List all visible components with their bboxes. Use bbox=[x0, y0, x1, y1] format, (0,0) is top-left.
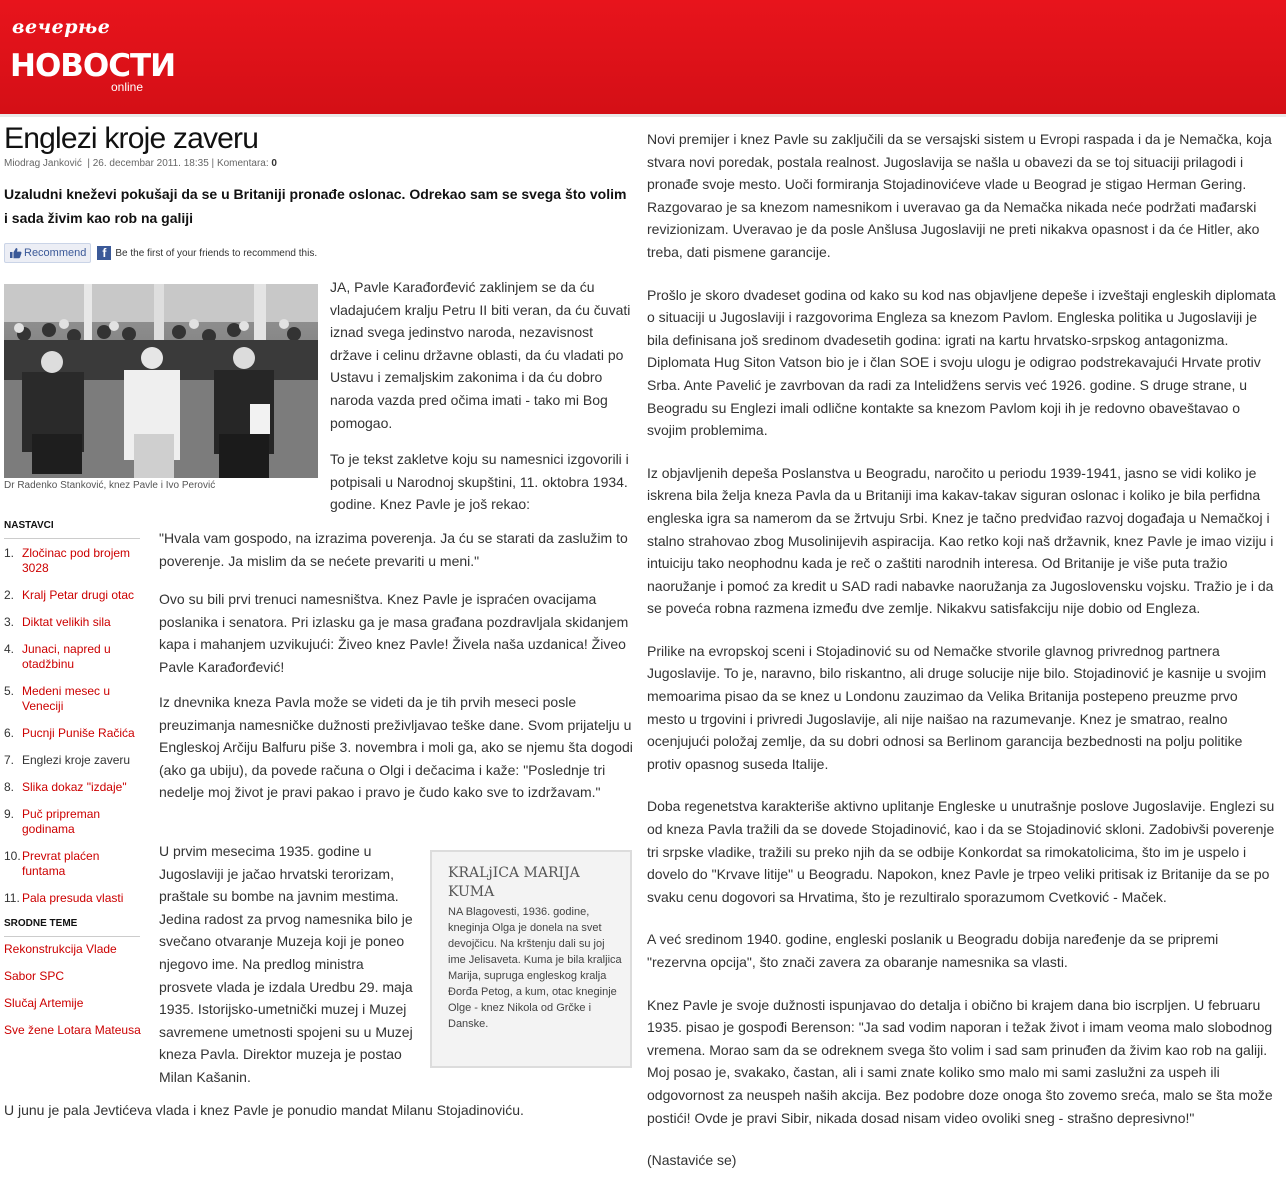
article-paragraph: Iz dnevnika kneza Pavla može se videti da je tih prvih meseci posle preuzimanja namesničke dužnosti preživljavao teške dane. Svom prijatelju u Engleskoj Arčiju Balfuru piše 3. novembra i moli ga, ako se njemu šta dogodi (ako ga ubiju), da povede računa o Olgi i dečacima i kaže: "Poslednje tri nedelje moj život je pravi pakao i pravo je čudo kako sve to izdržavam." bbox=[159, 694, 633, 801]
continued-note: (Nastaviće se) bbox=[647, 1152, 737, 1169]
divider bbox=[4, 538, 140, 539]
list-item[interactable]: 8. Slika dokaz "izdaje" bbox=[4, 780, 127, 794]
article-paragraph: U prvim mesecima 1935. godine u Jugoslaviji je jačao hrvatski terorizam, praštale su bombe na javnim mestima. Jedina radost za prvog namesnika bilo je svečano otvaranje Muzeja koji je poneo njegovo ime. Na predlog ministra prosvete vlada je izdala Uredbu 29. maja 1935. Istorijsko-umetnički muzej i Muzej savremene umetnosti spojeni su u Muzej kneza Pavla. Direktor muzeja je postao Milan Kašanin. bbox=[159, 843, 413, 1085]
article-paragraph: To je tekst zakletve koju su namesnici izgovorili i potpisali u Narodnoj skupštini, 11. oktobra 1934. godine. Knez Pavle je još rekao: bbox=[330, 451, 629, 513]
meta-separator: | bbox=[84, 158, 93, 169]
list-item[interactable]: 9. Puč pripreman godinama bbox=[4, 807, 101, 836]
article-paragraph: Ovo su bili prvi trenuci namesništva. Knez Pavle je ispraćen ovacijama poslanika i senatora. Pri izlasku ga je masa građana pozdravljala skidanjem kapa i mahanjem uzvikujući: Živeo knez Pavle! Živela naša uzdanica! Živeo Pavle Karađorđević! bbox=[159, 591, 629, 675]
infobox bbox=[430, 850, 632, 1068]
nastavci-heading: NASTAVCI bbox=[4, 520, 54, 531]
related-link[interactable]: Slučaj Artemije bbox=[4, 996, 84, 1010]
list-item[interactable]: 3. Diktat velikih sila bbox=[4, 615, 111, 629]
logo-online: online bbox=[111, 80, 144, 94]
related-link[interactable]: Rekonstrukcija Vlade bbox=[4, 942, 117, 956]
meta-separator: | bbox=[211, 158, 217, 169]
author: Miodrag Janković bbox=[4, 158, 82, 169]
list-item[interactable]: 10. Prevrat plaćen funtama bbox=[4, 849, 100, 878]
related-link[interactable]: Sve žene Lotara Mateusa bbox=[4, 1023, 141, 1037]
article-photo[interactable] bbox=[4, 284, 318, 478]
recommend-button[interactable] bbox=[4, 243, 91, 263]
list-item[interactable]: 1. Zločinac pod brojem 3028 bbox=[4, 546, 131, 575]
list-item[interactable]: 6. Pucnji Puniše Račića bbox=[4, 726, 135, 740]
article-paragraph: Prošlo je skoro dvadeset godina od kako su kod nas objavljene depeše i izveštaji engleskih diplomata o situaciji u Jugoslaviji i razgovorima Engleza sa knezom Pavlom. Engleska politika u Jugoslaviji je bila definisana još sredinom dvadesetih godina: igrati na kartu hrvatsko-srpskog antagonizma. Diplomata Hug Siton Vatson bio je i član SOE i svoju ulogu je odigrao podstrekavajući Hrvate protiv Srba. Ante Pavelić je zavrbovan da radi za Intelidžens servis već 1926. godine. S druge strane, u Beogradu su Englezi imali odlične kontakte sa knezom Pavlom koji ih je redovno obaveštavao o svojim problemima. bbox=[647, 286, 1276, 439]
recommend-label: Recommend bbox=[24, 247, 87, 259]
article-meta bbox=[4, 158, 277, 169]
infobox-title: KRALjICA MARIJA KUMA bbox=[448, 865, 580, 900]
srodne-teme-heading: SRODNE TEME bbox=[4, 918, 78, 929]
site-header bbox=[0, 0, 1286, 117]
photo-caption: Dr Radenko Stanković, knez Pavle i Ivo Perović bbox=[4, 480, 216, 491]
related-link[interactable]: Sabor SPC bbox=[4, 969, 65, 983]
left-column bbox=[0, 118, 640, 1130]
list-item[interactable]: 11. Pala presuda vlasti bbox=[4, 891, 124, 905]
list-item[interactable]: 4. Junaci, napred u otadžbinu bbox=[4, 642, 111, 671]
article-paragraph: "Hvala vam gospodo, na izrazima poverenja. Ja ću se starati da zaslužim to poverenje. Ja mislim da se nećete prevariti u meni." bbox=[159, 530, 628, 569]
srodne-teme-list bbox=[4, 942, 154, 1050]
comments-label: Komentara: bbox=[216, 158, 269, 169]
article-paragraph: JA, Pavle Karađorđević zaklinjem se da ću vladajućem kralju Petru II biti veran, da ću čuvati iznad svega jedinstvo naroda, nezavisnost države i celinu državne oblasti, da ću vladati po Ustavu i zemaljskim zakonima i da ću dobro naroda vazda pred očima imati - tako mi Bog pomogao. bbox=[330, 279, 631, 431]
comments-count[interactable]: 0 bbox=[271, 158, 277, 169]
article-paragraph: Knez Pavle je svoje dužnosti ispunjavao do detalja i obično bi krajem dana bio iscrpljen. U februaru 1935. pisao je gospođi Berenson: "Ja sad vodim naporan i težak život i imam veoma malo slobodnog vremena. Morao sam da se odreknem svega što volim i sad sam prinuđen da živim kao rob na galiji. Moj posao je, svakako, častan, ali i sami znate koliko smo malo mi sami zaslužni za uspeh ili odgovornost za neuspeh naših akcija. Bez podobre doze onoga što zovemo sreća, malo se šta može postići! Ovde je pravi Sibir, nikada dosad nisam video ovoliki sneg - strašno depresivno!" bbox=[647, 996, 1273, 1126]
list-item-current: 7. Englezi kroje zaveru bbox=[4, 753, 131, 767]
infobox-text: NA Blagovesti, 1936. godine, kneginja Olga je donela na svet devojčicu. Na krštenju dali su joj ime Jelisaveta. Kuma je bila kraljica Marija, supruga engleskog kralja Đorđa Petog, a kum, otac kneginje Olge - knez Nikola od Grčke i Danske. bbox=[448, 906, 622, 1030]
list-item[interactable]: 5. Medeni mesec u Veneciji bbox=[4, 684, 111, 713]
article-title: Englezi kroje zaveru bbox=[4, 122, 259, 155]
article-paragraph: Novi premijer i knez Pavle su zaključili da se versajski sistem u Evropi raspada i da je Nemačka, koja stvara novi poredak, postala realnost. Jugoslavija se našla u obavezi da se toj situaciji prilagodi i pronađe svoje mesto. Uoči formiranja Stojadinovićeve vlade u Beograd je stigao Herman Gering. Razgovarao je sa knezom namesnikom i uveravao ga da Nemačka nikada neće podržati mađarski revizionizam. Uveravao je da posle Anšlusa Jugoslaviji ne preti nikakva opasnost i da će Hitler, ako treba, dati pismene garancije. bbox=[647, 131, 1272, 260]
logo-vecernje[interactable]: вечерње bbox=[12, 16, 111, 38]
article-lead: Uzaludni kneževi pokušaji da se u Britaniji pronađe oslonac. Odrekao sam se svega što volim i sada živim kao rob na galiji bbox=[4, 186, 627, 226]
article-paragraph: Doba regenetstva karakteriše aktivno uplitanje Engleske u unutrašnje poslove Jugoslavije. Englezi su od kneza Pavla tražili da se dovede Stojadinović, kao i da se Stojadinović skloni. Zadobivši poverenje tri srpske vladike, tražili su preko njih da se odbije Konkordat sa rimokatolicima, što im je uspelo i dovelo do "Krvave litije" u Beogradu. Napokon, knez Pavle je trpeo veliki pritisak iz Britanije da se po svaku cenu dogovori sa Hrvatima, što je rezultiralo sporazumom Cvetković - Maček. bbox=[647, 798, 1275, 905]
facebook-text: Be the first of your friends to recommend this. bbox=[115, 247, 318, 259]
logo-novosti[interactable]: НОВОСТИ bbox=[10, 48, 176, 84]
thumbs-up-icon bbox=[9, 247, 22, 259]
facebook-icon: f bbox=[97, 246, 111, 260]
right-column bbox=[647, 128, 1279, 1192]
nastavci-list bbox=[4, 546, 144, 918]
facebook-recommend-row bbox=[4, 242, 317, 264]
list-item[interactable]: 2. Kralj Petar drugi otac bbox=[4, 588, 135, 602]
article-paragraph: A već sredinom 1940. godine, engleski poslanik u Beogradu dobija naređenje da se pripremi "rezervna opcija", što znači zavera za obaranje namesnika sa vlasti. bbox=[647, 931, 1219, 970]
article-paragraph: Prilike na evropskoj sceni i Stojadinović su od Nemačke stvorile glavnog privrednog partnera Jugoslavije. To je, naravno, bilo riskantno, ali druge solucije nije bilo. Stojadinović je kasnije u svojim memoarima pisao da se knez u Londonu zauzimao da Velika Britanija postepeno preuzme prvo mesto u trgovini i privredi Jugoslavije, ali nije naišao na razumevanje. Knez je smatrao, realno ocenjujući položaj zemlje, da su dobri odnosi sa Berlinom garancija bezbednosti na polju politike protiv opasnog suseda Italije. bbox=[647, 642, 1267, 772]
article-paragraph: Iz objavljenih depeša Poslanstva u Beogradu, naročito u periodu 1939-1941, jasno se vidi koliko je iskrena bila želja kneza Pavla da u Britaniji ima kakav-takav siguran oslonac i koliko je bila perfidna engleska igra sa namerom da se žrtvuju Srbi. Knez je tačno predviđao razvoj događaja u Nemačkoj i stalno strahovao zbog Musolinijevih aspiracija. Kao retko koji naš državnik, knez Pavle je imao viziju i intuiciju tako neophodnu kada je reč o zaštiti narodnih interesa. Od Britanije je više puta tražio naoružanje i pomoć za kredit u SAD radi nabavke naoružanja za Jugoslovensku vojsku. Tražio je i da se poveća robna razmena između dve zemlje. Nikakvu satisfakciju nije dobio od Engleza. bbox=[647, 464, 1274, 617]
divider bbox=[4, 936, 140, 937]
date: 26. decembar 2011. 18:35 bbox=[92, 158, 209, 169]
article-paragraph: U junu je pala Jevtićeva vlada i knez Pavle je ponudio mandat Milanu Stojadinoviću. bbox=[4, 1102, 524, 1118]
